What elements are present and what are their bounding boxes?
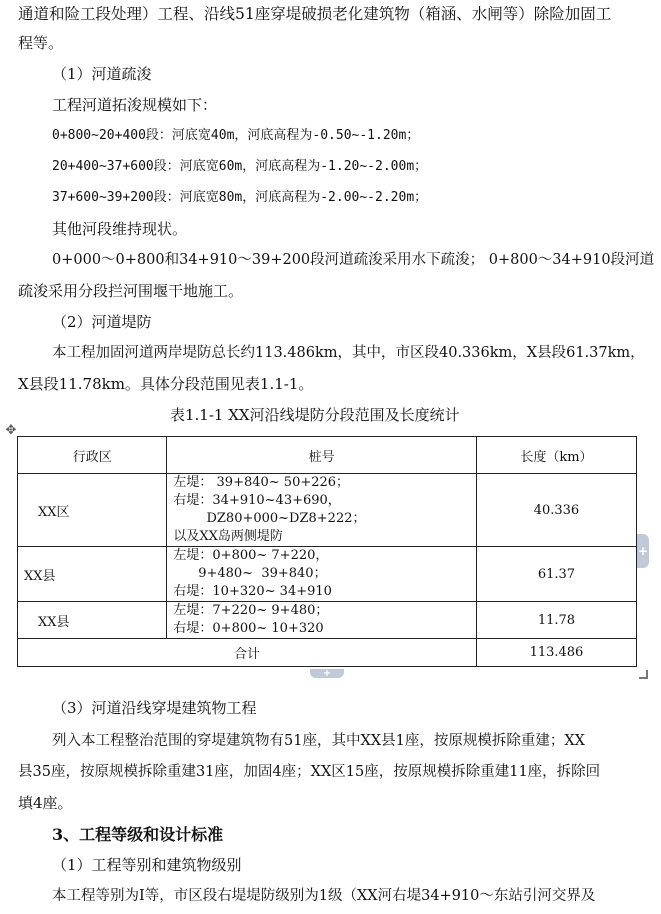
add-row-icon[interactable]: +	[310, 669, 344, 678]
cell-stake	[167, 547, 477, 602]
section-heading: （3）河道沿线穿堤建筑物工程	[52, 699, 257, 717]
header-stake: 桩号	[167, 437, 477, 474]
cell-length: 11.78	[476, 602, 636, 639]
stake-line: 左堤：7+220~ 9+480；	[173, 603, 329, 618]
cell-length: 61.37	[476, 547, 636, 602]
cell-stake	[167, 474, 477, 547]
table-row	[18, 547, 637, 602]
stake-line: 右堤：10+320~ 34+910	[173, 584, 332, 599]
table-row	[18, 474, 637, 547]
table-caption: 表1.1-1 XX河沿线堤防分段范围及长度统计	[170, 406, 460, 424]
paragraph-line: 0+000～0+800和34+910～39+200段河道疏浚采用水下疏浚； 0+800～34+910段河道	[52, 252, 655, 268]
cell-region: XX区	[18, 474, 167, 547]
cell-stake	[167, 602, 477, 639]
paragraph-line: 填4座。	[18, 794, 73, 812]
paragraph-line: 本工程等别为Ⅰ等，市区段右堤堤防级别为1级（XX河右堤34+910～东站引河交界及	[52, 888, 596, 904]
stake-line: 9+480~ 39+840；	[173, 566, 327, 581]
table-total-row	[18, 639, 637, 667]
paragraph-line: 20+400~37+600段：河底宽60m，河底高程为-1.20~-2.00m；	[52, 159, 428, 174]
paragraph-line: 工程河道拓浚规模如下：	[52, 96, 218, 114]
paragraph-line: 37+600~39+200段：河底宽80m，河底高程为-2.00~-2.20m；	[52, 190, 428, 205]
add-column-icon[interactable]: +	[637, 534, 649, 568]
paragraph-line: 程等。	[18, 34, 64, 52]
section-heading: 3、工程等级和设计标准	[52, 825, 224, 844]
cell-total-value: 113.486	[476, 639, 636, 667]
stake-line: DZ80+000~DZ8+222；	[173, 511, 366, 526]
paragraph-line: 疏浚采用分段拦河围堰干地施工。	[18, 282, 244, 300]
paragraph-line: 0+800~20+400段：河底宽40m，河底高程为-0.50~-1.20m；	[52, 128, 420, 143]
stake-line: 以及XX岛两侧堤防	[173, 529, 283, 544]
paragraph-line: 通道和险工段处理）工程、沿线51座穿堤破损老化建筑物（箱涵、水闸等）除险加固工	[18, 5, 612, 23]
cell-region: XX县	[18, 547, 167, 602]
header-length: 长度（km）	[476, 437, 636, 474]
section-heading: （1）河道疏浚	[52, 65, 152, 83]
table-move-handle-icon[interactable]: ✥	[5, 423, 17, 438]
paragraph-line: 县35座，按原规模拆除重建31座，加固4座；XX区15座，按原规模拆除重建11座，拆除回	[18, 764, 601, 780]
header-region: 行政区	[18, 437, 167, 474]
stake-line: 右堤：0+800~ 10+320	[173, 621, 324, 636]
table-header-row	[18, 437, 637, 474]
table-resize-handle-icon[interactable]	[639, 670, 648, 679]
paragraph-line: 列入本工程整治范围的穿堤建筑物有51座，其中XX县1座，按原规模拆除重建；XX	[52, 733, 585, 749]
paragraph-line: X县段11.78km。具体分段范围见表1.1-1。	[18, 375, 314, 393]
paragraph-line: 其他河段维持现状。	[52, 220, 188, 238]
section-heading: （2）河道堤防	[52, 313, 152, 331]
cell-region: XX县	[18, 602, 167, 639]
stake-line: 左堤： 39+840~ 50+226；	[173, 475, 350, 490]
cell-total-label: 合计	[18, 639, 477, 667]
cell-length: 40.336	[476, 474, 636, 547]
section-heading: （1）工程等别和建筑物级别	[52, 856, 242, 874]
levee-table	[17, 436, 637, 667]
paragraph-line: 本工程加固河道两岸堤防总长约113.486km，其中，市区段40.336km，X县段61.37km，	[52, 345, 645, 361]
stake-line: 左堤：0+800~ 7+220，	[173, 548, 329, 563]
stake-line: 右堤：34+910~43+690，	[173, 493, 341, 508]
table-row	[18, 602, 637, 639]
